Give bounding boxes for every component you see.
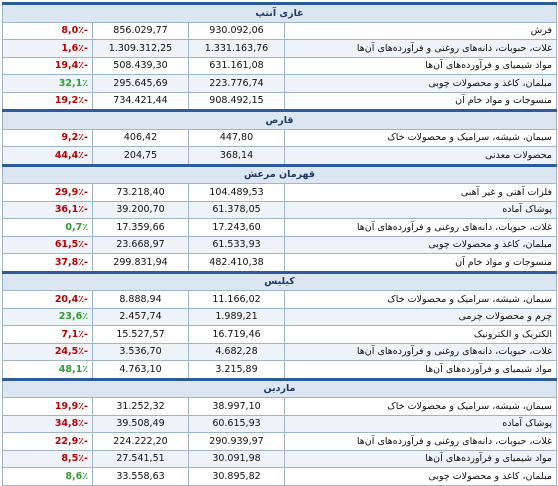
table-row: [3, 219, 557, 237]
change-percent: 29,9٪-: [3, 184, 93, 202]
product-category: منسوجات و مواد خام آن: [285, 92, 557, 111]
change-percent: 19,2٪-: [3, 92, 93, 111]
change-percent: 1,6٪-: [3, 40, 93, 58]
value-current: 39.200,70: [93, 201, 189, 219]
product-category: غلات، حبوبات، دانه‌های روغنی و فرآورده‌های آن‌ها: [285, 40, 557, 58]
table-row: [3, 398, 557, 416]
product-category: چرم و محصولات چرمی: [285, 308, 557, 326]
table-row: [3, 343, 557, 361]
change-percent: 36,1٪-: [3, 201, 93, 219]
value-current: 15.527,57: [93, 326, 189, 344]
value-previous: 368,14: [189, 147, 285, 166]
value-previous: 290.939,97: [189, 433, 285, 451]
table-row: [3, 254, 557, 273]
table-row: [3, 326, 557, 344]
section-header: [3, 4, 557, 23]
table-row: [3, 433, 557, 451]
value-previous: 3.215,89: [189, 361, 285, 380]
product-category: غلات، حبوبات، دانه‌های روغنی و فرآورده‌های آن‌ها: [285, 343, 557, 361]
value-current: 295.645,69: [93, 75, 189, 93]
table-row: [3, 184, 557, 202]
table-row: [3, 291, 557, 309]
value-previous: 17.243,60: [189, 219, 285, 237]
product-category: مواد شیمیای و فرآورده‌های آن‌ها: [285, 450, 557, 468]
change-percent: 0,7٪: [3, 219, 93, 237]
value-previous: 30.091,98: [189, 450, 285, 468]
value-previous: 1.989,21: [189, 308, 285, 326]
value-previous: 482.410,38: [189, 254, 285, 273]
value-previous: 1.331.163,76: [189, 40, 285, 58]
product-category: مواد شیمیای و فرآورده‌های آن‌ها: [285, 57, 557, 75]
value-previous: 38.997,10: [189, 398, 285, 416]
section-header: [3, 165, 557, 184]
table-row: [3, 361, 557, 380]
change-percent: 61,5٪-: [3, 236, 93, 254]
value-current: 1.309.312,25: [93, 40, 189, 58]
value-previous: 631.161,08: [189, 57, 285, 75]
table-row: [3, 201, 557, 219]
change-percent: 37,8٪-: [3, 254, 93, 273]
value-current: 39.508,49: [93, 415, 189, 433]
table-row: [3, 75, 557, 93]
table-row: [3, 450, 557, 468]
value-current: 406,42: [93, 129, 189, 147]
product-category: غلات، حبوبات، دانه‌های روغنی و فرآورده‌های آن‌ها: [285, 219, 557, 237]
product-category: مبلمان، کاغذ و محصولات چوبی: [285, 75, 557, 93]
product-category: فلزات آهنی و غیر آهنی: [285, 184, 557, 202]
change-percent: 32,1٪: [3, 75, 93, 93]
value-current: 224.222,20: [93, 433, 189, 451]
value-current: 204,75: [93, 147, 189, 166]
value-current: 508.439,30: [93, 57, 189, 75]
value-previous: 61.533,93: [189, 236, 285, 254]
table-row: [3, 22, 557, 40]
value-current: 33.558,63: [93, 468, 189, 486]
value-previous: 223.776,74: [189, 75, 285, 93]
product-category: محصولات معدنی: [285, 147, 557, 166]
table-row: [3, 129, 557, 147]
value-previous: 4.682,28: [189, 343, 285, 361]
product-category: مبلمان، کاغذ و محصولات چوبی: [285, 468, 557, 486]
product-category: مواد شیمیای و فرآورده‌های آن‌ها: [285, 361, 557, 380]
table-row: [3, 236, 557, 254]
change-percent: 8,0٪-: [3, 22, 93, 40]
table-row: [3, 57, 557, 75]
value-current: 2.457,74: [93, 308, 189, 326]
section-header: [3, 111, 557, 130]
value-current: 73.218,40: [93, 184, 189, 202]
section-title: غازی آنتپ: [3, 4, 557, 23]
trade-table-body: [3, 4, 557, 486]
section-title: قهرمان مرعش: [3, 165, 557, 184]
change-percent: 19,9٪-: [3, 398, 93, 416]
product-category: مبلمان، کاغذ و محصولات چوبی: [285, 236, 557, 254]
product-category: پوشاک آماده: [285, 415, 557, 433]
value-current: 4.763,10: [93, 361, 189, 380]
change-percent: 48,1٪: [3, 361, 93, 380]
value-previous: 11.166,02: [189, 291, 285, 309]
product-category: سیمان، شیشه، سرامیک و محصولات خاک: [285, 129, 557, 147]
product-category: پوشاک آماده: [285, 201, 557, 219]
product-category: منسوجات و مواد خام آن: [285, 254, 557, 273]
change-percent: 8,5٪-: [3, 450, 93, 468]
value-current: 3.536,70: [93, 343, 189, 361]
section-title: قارص: [3, 111, 557, 130]
table-row: [3, 40, 557, 58]
value-current: 856.029,77: [93, 22, 189, 40]
value-current: 23.668,97: [93, 236, 189, 254]
change-percent: 23,6٪: [3, 308, 93, 326]
value-previous: 447,80: [189, 129, 285, 147]
section-header: [3, 272, 557, 291]
product-category: فرش: [285, 22, 557, 40]
value-current: 734.421,44: [93, 92, 189, 111]
value-previous: 16.719,46: [189, 326, 285, 344]
value-previous: 908.492,15: [189, 92, 285, 111]
table-row: [3, 468, 557, 486]
value-previous: 930.092,06: [189, 22, 285, 40]
value-previous: 104.489,53: [189, 184, 285, 202]
change-percent: 19,4٪-: [3, 57, 93, 75]
table-row: [3, 147, 557, 166]
product-category: الکتریک و الکترونیک: [285, 326, 557, 344]
value-current: 31.252,32: [93, 398, 189, 416]
value-current: 299.831,94: [93, 254, 189, 273]
change-percent: 20,4٪-: [3, 291, 93, 309]
value-current: 27.541,51: [93, 450, 189, 468]
table-row: [3, 308, 557, 326]
change-percent: 24,5٪-: [3, 343, 93, 361]
table-row: [3, 92, 557, 111]
trade-table: [2, 2, 557, 486]
change-percent: 9,2٪-: [3, 129, 93, 147]
table-row: [3, 415, 557, 433]
product-category: سیمان، شیشه، سرامیک و محصولات خاک: [285, 291, 557, 309]
value-current: 8.888,94: [93, 291, 189, 309]
change-percent: 8,6٪: [3, 468, 93, 486]
product-category: غلات، حبوبات، دانه‌های روغنی و فرآورده‌های آن‌ها: [285, 433, 557, 451]
value-previous: 30.895,82: [189, 468, 285, 486]
change-percent: 7,1٪-: [3, 326, 93, 344]
section-header: [3, 379, 557, 398]
value-current: 17.359,66: [93, 219, 189, 237]
value-previous: 61.378,05: [189, 201, 285, 219]
change-percent: 34,8٪-: [3, 415, 93, 433]
product-category: سیمان، شیشه، سرامیک و محصولات خاک: [285, 398, 557, 416]
section-title: کیلیس: [3, 272, 557, 291]
change-percent: 22,9٪-: [3, 433, 93, 451]
value-previous: 60.615,93: [189, 415, 285, 433]
section-title: ماردین: [3, 379, 557, 398]
change-percent: 44,4٪-: [3, 147, 93, 166]
